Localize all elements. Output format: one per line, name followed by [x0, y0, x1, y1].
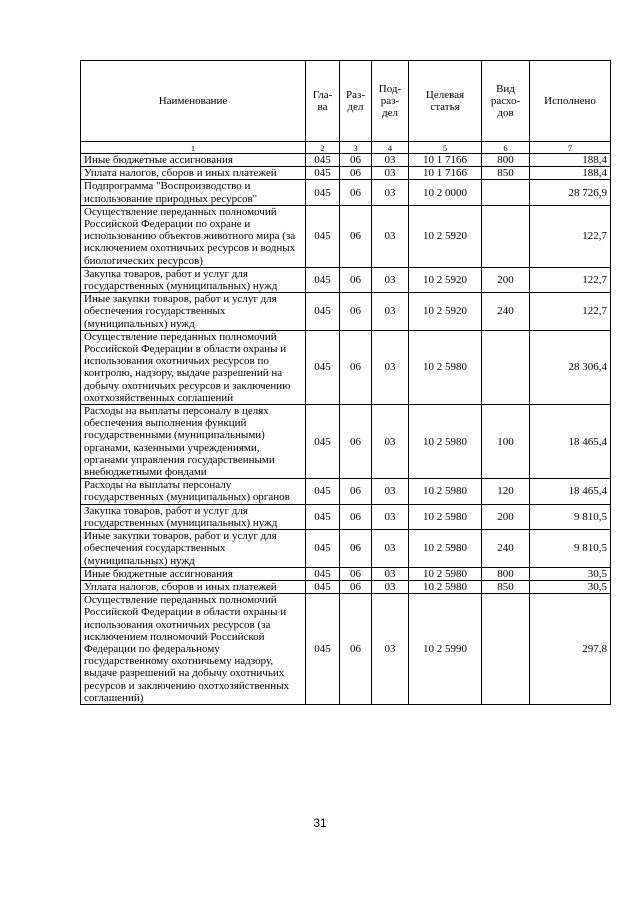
- row-section: 06: [340, 530, 372, 568]
- row-target: 10 2 5920: [409, 293, 482, 331]
- table-row: [81, 267, 611, 292]
- row-expense-type: 100: [482, 405, 530, 479]
- row-section: 06: [340, 205, 372, 267]
- row-executed: 9 810,5: [530, 504, 611, 529]
- header-expense-type: Вид расхо-дов: [482, 61, 530, 142]
- row-executed: 122,7: [530, 293, 611, 331]
- header-subsection: Под-раз-дел: [372, 61, 409, 142]
- row-name: Расходы на выплаты персоналу в целях обеспечения выполнения функций государственными (муниципальными) органами, казенными учреждениями, органами управления государственными внебюджетными фондами: [81, 405, 306, 479]
- header-section: Раз-дел: [340, 61, 372, 142]
- row-target: 10 1 7166: [409, 167, 482, 180]
- row-subsection: 03: [372, 530, 409, 568]
- row-chapter: 045: [306, 267, 340, 292]
- row-section: 06: [340, 330, 372, 404]
- row-section: 06: [340, 594, 372, 705]
- row-executed: 18 465,4: [530, 405, 611, 479]
- row-executed: 28 306,4: [530, 330, 611, 404]
- row-chapter: 045: [306, 594, 340, 705]
- budget-table: [80, 60, 611, 705]
- row-target: 10 2 5920: [409, 205, 482, 267]
- row-section: 06: [340, 293, 372, 331]
- row-target: 10 2 5990: [409, 594, 482, 705]
- column-number: 3: [340, 142, 372, 154]
- row-chapter: 045: [306, 180, 340, 205]
- row-executed: 188,4: [530, 167, 611, 180]
- row-target: 10 2 0000: [409, 180, 482, 205]
- table-row: [81, 167, 611, 180]
- header-executed: Исполнено: [530, 61, 611, 142]
- row-expense-type: 200: [482, 267, 530, 292]
- row-name: Иные бюджетные ассигнования: [81, 154, 306, 167]
- row-name: Осуществление переданных полномочий Российской Федерации в области охраны и использования охотничьих ресурсов по контролю, надзору, выдаче разрешений на добычу охотничьих ресурсов и заключению охотхозяйственных соглашений: [81, 330, 306, 404]
- row-executed: 18 465,4: [530, 479, 611, 504]
- row-executed: 9 810,5: [530, 530, 611, 568]
- row-subsection: 03: [372, 479, 409, 504]
- row-target: 10 2 5980: [409, 567, 482, 580]
- row-executed: 297,8: [530, 594, 611, 705]
- table-row: [81, 180, 611, 205]
- table-row: [81, 530, 611, 568]
- table-body: [81, 154, 611, 705]
- row-target: 10 2 5980: [409, 504, 482, 529]
- row-expense-type: 850: [482, 167, 530, 180]
- row-subsection: 03: [372, 567, 409, 580]
- row-chapter: 045: [306, 530, 340, 568]
- row-name: Иные закупки товаров, работ и услуг для обеспечения государственных (муниципальных) нужд: [81, 530, 306, 568]
- row-section: 06: [340, 154, 372, 167]
- header-target: Целевая статья: [409, 61, 482, 142]
- row-executed: 188,4: [530, 154, 611, 167]
- column-number: 4: [372, 142, 409, 154]
- row-section: 06: [340, 567, 372, 580]
- row-chapter: 045: [306, 479, 340, 504]
- row-chapter: 045: [306, 405, 340, 479]
- row-subsection: 03: [372, 205, 409, 267]
- row-expense-type: 240: [482, 530, 530, 568]
- table-row: [81, 154, 611, 167]
- row-name: Уплата налогов, сборов и иных платежей: [81, 167, 306, 180]
- row-name: Иные закупки товаров, работ и услуг для обеспечения государственных (муниципальных) нужд: [81, 293, 306, 331]
- row-section: 06: [340, 167, 372, 180]
- row-expense-type: 200: [482, 504, 530, 529]
- row-section: 06: [340, 479, 372, 504]
- row-section: 06: [340, 180, 372, 205]
- row-name: Иные бюджетные ассигнования: [81, 567, 306, 580]
- row-subsection: 03: [372, 293, 409, 331]
- row-chapter: 045: [306, 580, 340, 593]
- row-section: 06: [340, 580, 372, 593]
- row-section: 06: [340, 405, 372, 479]
- row-target: 10 2 5980: [409, 330, 482, 404]
- row-executed: 122,7: [530, 267, 611, 292]
- row-section: 06: [340, 267, 372, 292]
- row-target: 10 1 7166: [409, 154, 482, 167]
- column-number: 5: [409, 142, 482, 154]
- row-executed: 122,7: [530, 205, 611, 267]
- row-expense-type: [482, 180, 530, 205]
- table-row: [81, 504, 611, 529]
- row-subsection: 03: [372, 267, 409, 292]
- row-chapter: 045: [306, 567, 340, 580]
- row-target: 10 2 5920: [409, 267, 482, 292]
- column-number: 1: [81, 142, 306, 154]
- row-name: Уплата налогов, сборов и иных платежей: [81, 580, 306, 593]
- row-expense-type: [482, 205, 530, 267]
- row-chapter: 045: [306, 167, 340, 180]
- row-name: Осуществление переданных полномочий Российской Федерации по охране и использованию объектов животного мира (за исключением охотничьих ресурсов и водных биологических ресурсов): [81, 205, 306, 267]
- row-expense-type: [482, 330, 530, 404]
- table-row: [81, 205, 611, 267]
- header-name: Наименование: [81, 61, 306, 142]
- header-row: [81, 61, 611, 142]
- row-target: 10 2 5980: [409, 405, 482, 479]
- column-number: 2: [306, 142, 340, 154]
- table-row: [81, 594, 611, 705]
- row-subsection: 03: [372, 330, 409, 404]
- row-target: 10 2 5980: [409, 479, 482, 504]
- table-row: [81, 405, 611, 479]
- row-name: Осуществление переданных полномочий Российской Федерации в области охраны и использования охотничьих ресурсов (за исключением полномочий Российской Федерации по федеральному государственному охотничьему надзору, выдаче разрешений на добычу охотничьих ресурсов и заключению охотхозяйственных соглашений): [81, 594, 306, 705]
- table-row: [81, 293, 611, 331]
- row-chapter: 045: [306, 293, 340, 331]
- row-target: 10 2 5980: [409, 530, 482, 568]
- table-row: [81, 567, 611, 580]
- row-subsection: 03: [372, 154, 409, 167]
- row-chapter: 045: [306, 154, 340, 167]
- row-executed: 30,5: [530, 580, 611, 593]
- row-chapter: 045: [306, 205, 340, 267]
- row-name: Закупка товаров, работ и услуг для государственных (муниципальных) нужд: [81, 267, 306, 292]
- row-subsection: 03: [372, 580, 409, 593]
- row-name: Расходы на выплаты персоналу государственных (муниципальных) органов: [81, 479, 306, 504]
- row-name: Подпрограмма "Воспроизводство и использование природных ресурсов": [81, 180, 306, 205]
- row-expense-type: [482, 594, 530, 705]
- table-row: [81, 580, 611, 593]
- page-number: 31: [313, 816, 327, 830]
- table-row: [81, 479, 611, 504]
- row-subsection: 03: [372, 180, 409, 205]
- column-number-row: [81, 142, 611, 154]
- row-executed: 28 726,9: [530, 180, 611, 205]
- row-target: 10 2 5980: [409, 580, 482, 593]
- row-subsection: 03: [372, 504, 409, 529]
- row-executed: 30,5: [530, 567, 611, 580]
- row-subsection: 03: [372, 167, 409, 180]
- header-chapter: Гла-ва: [306, 61, 340, 142]
- column-number: 6: [482, 142, 530, 154]
- row-subsection: 03: [372, 405, 409, 479]
- table-row: [81, 330, 611, 404]
- row-subsection: 03: [372, 594, 409, 705]
- row-expense-type: 240: [482, 293, 530, 331]
- row-expense-type: 800: [482, 154, 530, 167]
- row-chapter: 045: [306, 504, 340, 529]
- row-chapter: 045: [306, 330, 340, 404]
- row-expense-type: 800: [482, 567, 530, 580]
- row-name: Закупка товаров, работ и услуг для государственных (муниципальных) нужд: [81, 504, 306, 529]
- row-expense-type: 120: [482, 479, 530, 504]
- row-section: 06: [340, 504, 372, 529]
- column-number: 7: [530, 142, 611, 154]
- row-expense-type: 850: [482, 580, 530, 593]
